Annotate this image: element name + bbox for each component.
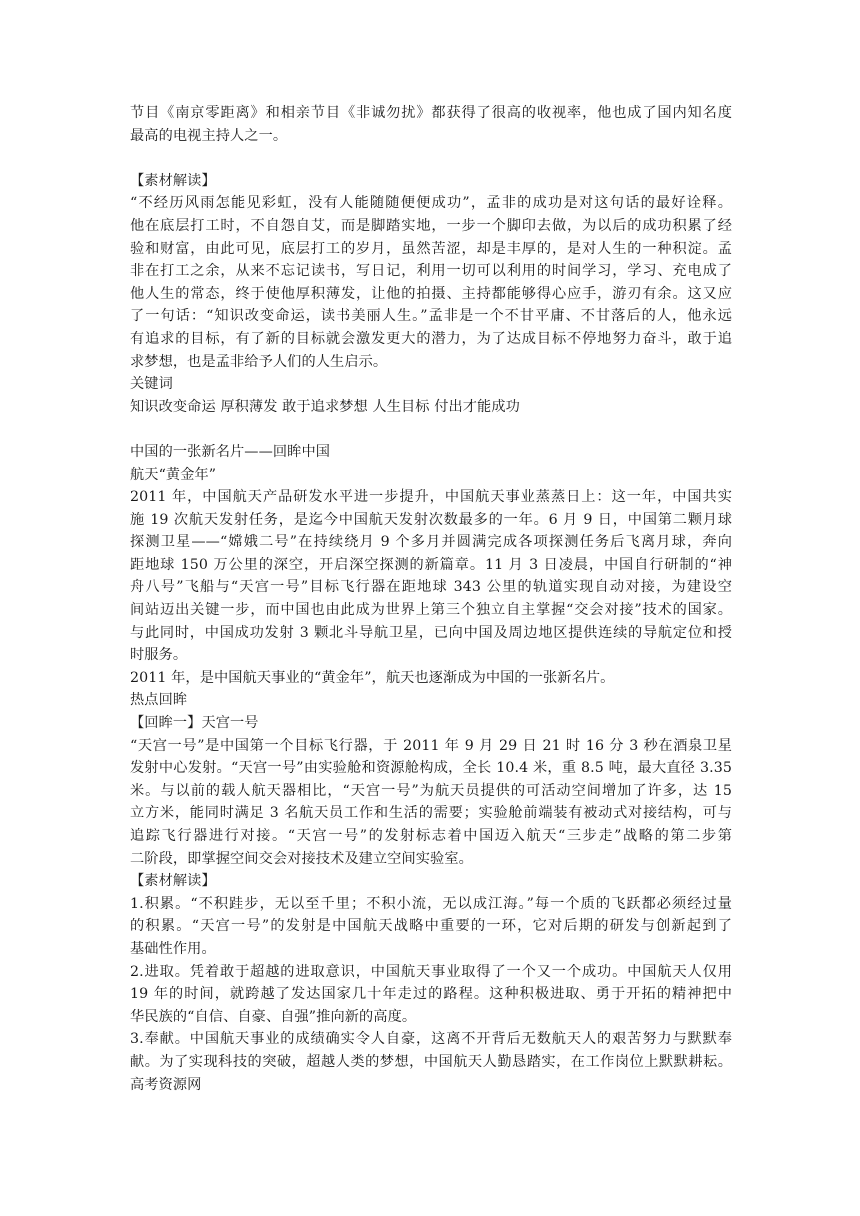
text-line: “天宫一号”是中国第一个目标飞行器，于 2011 年 9 月 29 日 21 时 16 分 3 秒在酒泉卫星 <box>130 737 732 754</box>
text-line: 知识改变命运 厚积薄发 敢于追求梦想 人生目标 付出才能成功 <box>130 398 520 415</box>
blank-line <box>130 418 732 441</box>
text-line: 基础性作用。 <box>130 940 216 957</box>
text-line: 时服务。 <box>130 647 188 664</box>
text-line: 19 年的时间，就跨越了发达国家几十年走过的路程。这种积极进取、勇于开拓的精神把中 <box>130 986 732 1003</box>
text-line: 了一句话：“知识改变命运，读书美丽人生。”孟非是一个不甘平庸、不甘落后的人，他永远 <box>130 308 732 325</box>
text-line: 二阶段，即掌握空间交会对接技术及建立空间实验室。 <box>130 850 473 867</box>
text-line: 验和财富，由此可见，底层打工的岁月，虽然苦涩，却是丰厚的，是对人生的一种积淀。孟 <box>130 240 732 257</box>
blank-line <box>130 147 732 170</box>
text-line: 他人生的常态，终于使他厚积薄发，让他的拍摄、主持都能够得心应手，游刃有余。这又应 <box>130 285 732 302</box>
text-line: 追踪飞行器进行对接。“天宫一号”的发射标志着中国迈入航天“三步走”战略的第二步第 <box>130 828 732 844</box>
text-line: 距地球 150 万公里的深空，开启深空探测的新篇章。11 月 3 日凌晨，中国自行研制的“神 <box>130 556 732 573</box>
text-line: 米。与以前的载人航天器相比，“天宫一号”为航天员提供的可活动空间增加了许多，达 15 <box>130 782 732 799</box>
text-line: 他在底层打工时，不自怨自艾，而是脚踏实地，一步一个脚印去做，为以后的成功积累了经 <box>130 217 732 234</box>
text-line: 【素材解读】 <box>130 172 216 189</box>
text-line: 节目《南京零距离》和相亲节目《非诚勿扰》都获得了很高的收视率，他也成了国内知名度 <box>130 105 732 121</box>
text-line: 3.奉献。中国航天事业的成绩确实令人自豪，这离不开背后无数航天人的艰苦努力与默默奉 <box>130 1031 732 1048</box>
text-line: 热点回眸 <box>130 692 188 709</box>
text-line: 施 19 次航天发射任务，是迄今中国航天发射次数最多的一年。6 月 9 日，中国第二颗月球 <box>130 511 732 528</box>
text-line: 的积累。“天宫一号”的发射是中国航天战略中重要的一环，它对后期的研发与创新起到了 <box>130 918 732 935</box>
text-line: 与此同时，中国成功发射 3 颗北斗导航卫星，已向中国及周边地区提供连续的导航定位和授 <box>130 624 732 641</box>
text-line: 探测卫星——“嫦娥二号”在持续绕月 9 个多月并圆满完成各项探测任务后飞离月球，奔向 <box>130 534 732 551</box>
text-line: 1.积累。“不积跬步，无以至千里；不积小流，无以成江海。”每一个质的飞跃都必须经过量 <box>130 895 732 912</box>
text-line: 2011 年，中国航天产品研发水平进一步提升，中国航天事业蒸蒸日上：这一年，中国共实 <box>130 489 732 506</box>
text-line: 求梦想，也是孟非给予人们的人生启示。 <box>130 353 388 370</box>
text-line: 2.进取。凭着敢于超越的进取意识，中国航天事业取得了一个又一个成功。中国航天人仅用 <box>130 963 732 980</box>
text-line: 航天“黄金年” <box>130 466 217 483</box>
text-line: 华民族的“自信、自豪、自强”推向新的高度。 <box>130 1008 417 1025</box>
text-line: 【素材解读】 <box>130 873 216 890</box>
text-line: 间站迈出关键一步，而中国也由此成为世界上第三个独立自主掌握“交会对接”技术的国家。 <box>130 602 732 619</box>
text-line: 高考资源网 <box>130 1076 202 1093</box>
text-line: 立方米，能同时满足 3 名航天员工作和生活的需要；实验舱前端装有被动式对接结构，可与 <box>130 805 732 822</box>
text-line: 最高的电视主持人之一。 <box>130 127 288 144</box>
text-line: 中国的一张新名片——回眸中国 <box>130 443 331 460</box>
text-line: 献。为了实现科技的突破，超越人类的梦想，中国航天人勤恳踏实，在工作岗位上默默耕耘。 <box>130 1053 732 1070</box>
text-line: 【回眸一】天宫一号 <box>130 715 259 732</box>
text-line: 有追求的目标，有了新的目标就会激发更大的潜力，为了达成目标不停地努力奋斗，敢于追 <box>130 330 732 347</box>
text-line: 发射中心发射。“天宫一号”由实验舱和资源舱构成，全长 10.4 米，重 8.5 吨，最大直径 3.35 <box>130 760 732 777</box>
text-line: 非在打工之余，从来不忘记读书，写日记，利用一切可以利用的时间学习，学习、充电成了 <box>130 263 732 280</box>
text-line: “不经历风雨怎能见彩虹，没有人能随随便便成功”，孟非的成功是对这句话的最好诠释。 <box>130 195 732 212</box>
text-line: 关键词 <box>130 376 173 393</box>
text-line: 舟八号”飞船与“天宫一号”目标飞行器在距地球 343 公里的轨道实现自动对接，为建设空 <box>130 579 732 596</box>
text-line: 2011 年，是中国航天事业的“黄金年”，航天也逐渐成为中国的一张新名片。 <box>130 669 615 686</box>
